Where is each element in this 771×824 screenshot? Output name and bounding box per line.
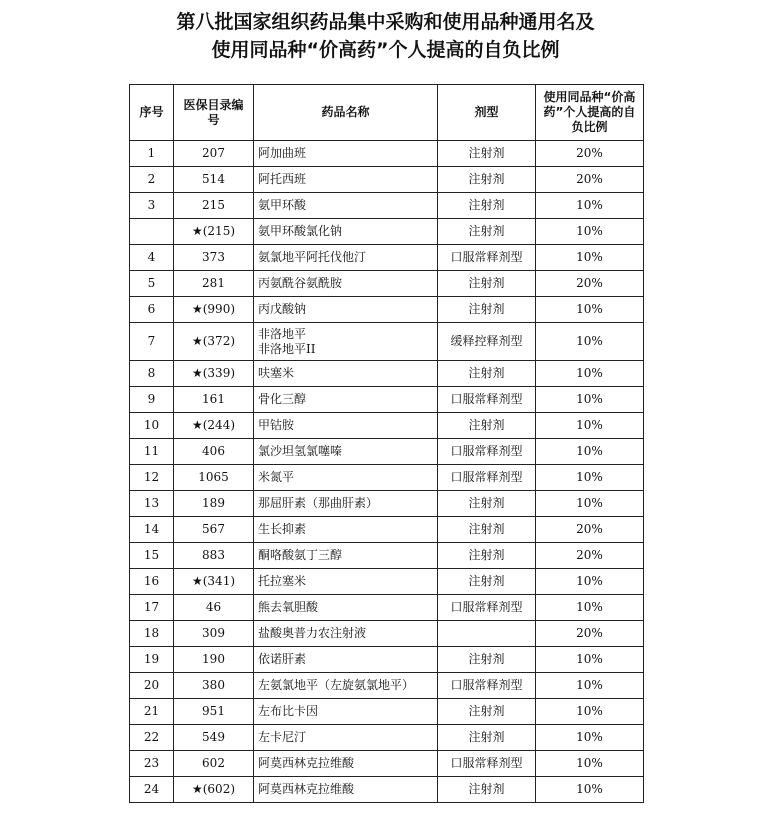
name-cell: [254, 491, 438, 517]
drug-name: 丙氨酰谷氨酰胺: [258, 276, 343, 290]
form-cell: 注射剂: [438, 413, 536, 439]
name-cell: [254, 647, 438, 673]
name-cell: [254, 543, 438, 569]
name-cell: [254, 413, 438, 439]
name-cell: [254, 517, 438, 543]
table-row: [130, 193, 644, 219]
ratio-cell: 20%: [536, 621, 644, 647]
drug-name: 阿加曲班: [258, 146, 307, 160]
drug-name: 阿莫西林克拉维酸: [258, 782, 355, 796]
form-cell: 注射剂: [438, 491, 536, 517]
table-row: [130, 141, 644, 167]
table-row: [130, 465, 644, 491]
name-cell: [254, 141, 438, 167]
seq-cell: 11: [130, 439, 174, 465]
code-cell: 567: [174, 517, 254, 543]
ratio-cell: 20%: [536, 141, 644, 167]
drug-name: 阿莫西林克拉维酸: [258, 756, 355, 770]
code-cell: 309: [174, 621, 254, 647]
header-ratio: 使用同品种“价高药”个人提高的自负比例: [536, 85, 644, 141]
seq-cell: 3: [130, 193, 174, 219]
form-cell: 口服常释剂型: [438, 245, 536, 271]
drug-name: 甲钴胺: [258, 418, 295, 432]
form-cell: 口服常释剂型: [438, 387, 536, 413]
name-cell: [254, 387, 438, 413]
ratio-cell: 10%: [536, 491, 644, 517]
form-cell: 注射剂: [438, 193, 536, 219]
drug-table: [129, 84, 644, 803]
ratio-cell: 10%: [536, 647, 644, 673]
ratio-cell: 10%: [536, 297, 644, 323]
code-cell: 514: [174, 167, 254, 193]
code-cell: 161: [174, 387, 254, 413]
name-cell: [254, 439, 438, 465]
header-code: 医保目录编号: [174, 85, 254, 141]
name-cell: [254, 699, 438, 725]
seq-cell: 10: [130, 413, 174, 439]
ratio-cell: 20%: [536, 543, 644, 569]
table-body: [130, 141, 644, 803]
ratio-cell: 10%: [536, 699, 644, 725]
seq-cell: 15: [130, 543, 174, 569]
form-cell: 口服常释剂型: [438, 595, 536, 621]
form-cell: 注射剂: [438, 167, 536, 193]
code-cell: 1065: [174, 465, 254, 491]
seq-cell: 8: [130, 361, 174, 387]
form-cell: 口服常释剂型: [438, 751, 536, 777]
ratio-cell: 10%: [536, 673, 644, 699]
name-cell: [254, 297, 438, 323]
table-row: [130, 245, 644, 271]
form-cell: 注射剂: [438, 271, 536, 297]
ratio-cell: 20%: [536, 167, 644, 193]
ratio-cell: 10%: [536, 595, 644, 621]
code-cell: 46: [174, 595, 254, 621]
drug-name: 托拉塞米: [258, 574, 307, 588]
drug-name: 氨氯地平阿托伐他汀: [258, 250, 367, 264]
header-row: [130, 85, 644, 141]
drug-name: 氨甲环酸: [258, 198, 307, 212]
code-cell: 281: [174, 271, 254, 297]
ratio-cell: 10%: [536, 777, 644, 803]
drug-name: 左氨氯地平（左旋氨氯地平）: [258, 678, 415, 692]
code-cell: 549: [174, 725, 254, 751]
code-cell: 602: [174, 751, 254, 777]
code-cell: 215: [174, 193, 254, 219]
form-cell: 注射剂: [438, 219, 536, 245]
drug-name: 氨甲环酸氯化钠: [258, 224, 343, 238]
form-cell: 注射剂: [438, 699, 536, 725]
name-cell: [254, 167, 438, 193]
ratio-cell: 10%: [536, 413, 644, 439]
form-cell: 注射剂: [438, 777, 536, 803]
table-row: [130, 673, 644, 699]
ratio-cell: 10%: [536, 439, 644, 465]
table-row: [130, 699, 644, 725]
table-row: [130, 323, 644, 361]
header-name: 药品名称: [254, 85, 438, 141]
form-cell: 缓释控释剂型: [438, 323, 536, 361]
name-cell: [254, 465, 438, 491]
drug-name: 左布比卡因: [258, 704, 319, 718]
ratio-cell: 10%: [536, 245, 644, 271]
form-cell: 注射剂: [438, 543, 536, 569]
table-row: [130, 219, 644, 245]
code-cell: 373: [174, 245, 254, 271]
ratio-cell: 10%: [536, 323, 644, 361]
code-cell: ★(244): [174, 413, 254, 439]
seq-cell: 1: [130, 141, 174, 167]
seq-cell: 24: [130, 777, 174, 803]
form-cell: 注射剂: [438, 569, 536, 595]
table-row: [130, 647, 644, 673]
ratio-cell: 10%: [536, 465, 644, 491]
title-line-2: 使用同品种“价高药”个人提高的自负比例: [211, 39, 560, 61]
form-cell: 注射剂: [438, 517, 536, 543]
ratio-cell: 10%: [536, 725, 644, 751]
seq-cell: [130, 219, 174, 245]
ratio-cell: 10%: [536, 751, 644, 777]
table-row: [130, 569, 644, 595]
form-cell: 注射剂: [438, 725, 536, 751]
code-cell: 207: [174, 141, 254, 167]
drug-name: 氯沙坦氢氯噻嗪: [258, 444, 343, 458]
seq-cell: 5: [130, 271, 174, 297]
table-row: [130, 543, 644, 569]
table-row: [130, 387, 644, 413]
table-row: [130, 413, 644, 439]
code-cell: ★(990): [174, 297, 254, 323]
table-row: [130, 167, 644, 193]
drug-name: 左卡尼汀: [258, 730, 307, 744]
name-cell: [254, 673, 438, 699]
ratio-cell: 10%: [536, 219, 644, 245]
form-cell: 注射剂: [438, 297, 536, 323]
seq-cell: 21: [130, 699, 174, 725]
table-row: [130, 271, 644, 297]
code-cell: ★(372): [174, 323, 254, 361]
name-cell: [254, 569, 438, 595]
name-cell: [254, 725, 438, 751]
table-row: [130, 439, 644, 465]
table-row: [130, 777, 644, 803]
document-title: [0, 8, 771, 64]
table-row: [130, 595, 644, 621]
header-seq: 序号: [130, 85, 174, 141]
code-cell: ★(215): [174, 219, 254, 245]
seq-cell: 9: [130, 387, 174, 413]
code-cell: ★(339): [174, 361, 254, 387]
form-cell: 口服常释剂型: [438, 673, 536, 699]
seq-cell: 18: [130, 621, 174, 647]
seq-cell: 4: [130, 245, 174, 271]
form-cell: 注射剂: [438, 361, 536, 387]
table-row: [130, 751, 644, 777]
name-cell: [254, 751, 438, 777]
drug-name: 呋塞米: [258, 366, 295, 380]
seq-cell: 22: [130, 725, 174, 751]
name-cell: [254, 621, 438, 647]
drug-name: 熊去氧胆酸: [258, 600, 319, 614]
table-row: [130, 517, 644, 543]
code-cell: 406: [174, 439, 254, 465]
table-row: [130, 361, 644, 387]
name-cell: [254, 245, 438, 271]
name-cell: [254, 193, 438, 219]
code-cell: ★(602): [174, 777, 254, 803]
code-cell: ★(341): [174, 569, 254, 595]
table-row: [130, 621, 644, 647]
name-cell: [254, 219, 438, 245]
seq-cell: 6: [130, 297, 174, 323]
name-cell: [254, 323, 438, 361]
code-cell: 883: [174, 543, 254, 569]
drug-name: 生长抑素: [258, 522, 307, 536]
ratio-cell: 10%: [536, 361, 644, 387]
seq-cell: 7: [130, 323, 174, 361]
form-cell: 口服常释剂型: [438, 465, 536, 491]
ratio-cell: 20%: [536, 271, 644, 297]
name-cell: [254, 595, 438, 621]
ratio-cell: 10%: [536, 569, 644, 595]
drug-name: 非洛地平: [258, 326, 307, 341]
form-cell: 口服常释剂型: [438, 439, 536, 465]
drug-name: 那屈肝素（那曲肝素）: [258, 496, 379, 510]
header-form: 剂型: [438, 85, 536, 141]
form-cell: 注射剂: [438, 647, 536, 673]
name-cell: [254, 271, 438, 297]
title-line-1: 第八批国家组织药品集中采购和使用品种通用名及: [176, 11, 595, 33]
code-cell: 380: [174, 673, 254, 699]
drug-name: 依诺肝素: [258, 652, 307, 666]
code-cell: 189: [174, 491, 254, 517]
drug-name: 酮咯酸氨丁三醇: [258, 548, 343, 562]
drug-name: 阿托西班: [258, 172, 307, 186]
seq-cell: 16: [130, 569, 174, 595]
seq-cell: 20: [130, 673, 174, 699]
ratio-cell: 10%: [536, 387, 644, 413]
seq-cell: 12: [130, 465, 174, 491]
seq-cell: 14: [130, 517, 174, 543]
code-cell: 190: [174, 647, 254, 673]
code-cell: 951: [174, 699, 254, 725]
table-row: [130, 725, 644, 751]
name-cell: [254, 361, 438, 387]
table-header: [130, 85, 644, 141]
ratio-cell: 10%: [536, 193, 644, 219]
drug-name: 非洛地平II: [258, 341, 316, 356]
seq-cell: 13: [130, 491, 174, 517]
drug-name: 骨化三醇: [258, 392, 307, 406]
seq-cell: 23: [130, 751, 174, 777]
seq-cell: 19: [130, 647, 174, 673]
form-cell: 注射剂: [438, 141, 536, 167]
ratio-cell: 20%: [536, 517, 644, 543]
form-cell: [438, 621, 536, 647]
table-row: [130, 297, 644, 323]
name-cell: [254, 777, 438, 803]
seq-cell: 2: [130, 167, 174, 193]
table-row: [130, 491, 644, 517]
seq-cell: 17: [130, 595, 174, 621]
drug-name: 盐酸奥普力农注射液: [258, 626, 367, 640]
drug-name: 米氮平: [258, 470, 295, 484]
drug-name: 丙戊酸钠: [258, 302, 307, 316]
